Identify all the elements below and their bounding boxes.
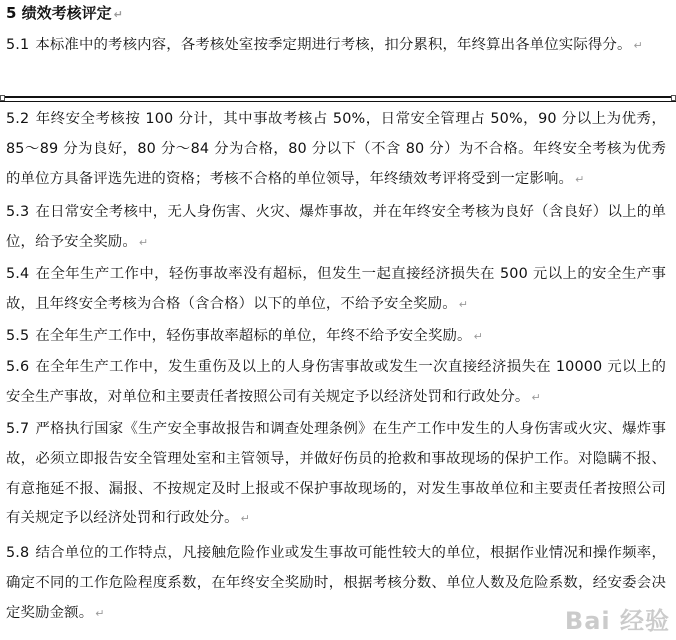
paragraph-mark-icon: ↵ [138,235,149,249]
clause-5-3 [6,198,666,258]
clause-5-1 [6,31,666,61]
clause-5-2 [6,105,666,194]
clause-text: 结合单位的工作特点，凡接触危险作业或发生事故可能性较大的单位，根据作业情况和操作频率，确定不同的工作危险程度系数，在年终安全奖励时，根据考核分数、单位人数及危险系数，经安委会决定奖励金额。 [6,545,666,621]
clause-number: 5.4 [6,266,30,282]
paragraph-mark-icon: ↵ [95,606,105,620]
clause-number: 5.7 [6,421,30,437]
baidu-watermark-logo: Bai 经验 [564,607,670,635]
clause-5-6 [6,353,666,413]
left-resize-handle-icon[interactable] [0,95,5,101]
clause-text: 年终安全考核按 100 分计，其中事故考核占 50%，日常安全管理占 50%，90 分以上为优秀，85～89 分为良好，80 分～84 分为合格，80 分以下（不含 80 分）为不合格。年终安全考核为优秀的单位方具备评选先进的资格；考核不合格的单位领导，年终绩效考评将受到一定影响。 [6,111,666,187]
paragraph-mark-icon: ↵ [473,330,483,343]
section-heading [6,3,123,25]
paragraph-mark-icon: ↵ [240,512,251,526]
clause-text: 严格执行国家《生产安全事故报告和调查处理条例》在生产工作中发生的人身伤害或火灾、爆炸事故，必须立即报告安全管理处室和主管领导，并做好伤员的抢救和事故现场的保护工作。对隐瞒不报、有意拖延不报、漏报、不按规定及时上报或不保护事故现场的，对发生事故单位和主要责任者按照公司有关规定予以经济处罚和行政处分。 [6,421,666,527]
paragraph-mark-icon: ↵ [531,390,541,404]
clause-number: 5.3 [6,204,30,220]
clause-text: 在全年生产工作中，轻伤事故率没有超标，但发生一起直接经济损失在 500 元以上的安全生产事故，且年终安全考核为合格（含合格）以下的单位，不给予安全奖励。 [6,266,666,312]
clause-5-4 [6,260,666,320]
clause-5-5 [6,322,666,352]
clause-number: 5.2 [6,111,30,127]
paragraph-mark-icon: ↵ [458,297,469,311]
clause-text: 在全年生产工作中，发生重伤及以上的人身伤害事故或发生一次直接经济损失在 10000 元以上的安全生产事故，对单位和主要责任者按照公司有关规定予以经济处罚和行政处分。 [6,359,666,405]
clause-number: 5.1 [6,37,30,53]
paragraph-mark-icon: ↵ [575,172,585,186]
clause-text: 在日常安全考核中，无人身伤害、火灾、爆炸事故，并在年终安全考核为良好（含良好）以上的单位，给予安全奖励。 [6,204,666,250]
clause-5-7 [6,415,666,534]
section-heading-text: 5 绩效考核评定 [6,4,112,22]
clause-text: 在全年生产工作中，轻伤事故率超标的单位，年终不给予安全奖励。 [35,328,472,344]
clause-number: 5.8 [6,545,30,561]
paragraph-mark-icon: ↵ [113,8,123,21]
clause-number: 5.6 [6,359,30,375]
clause-number: 5.5 [6,328,30,344]
clause-text: 本标准中的考核内容，各考核处室按季定期进行考核，扣分累积，年终算出各单位实际得分。 [35,37,632,53]
table-border-bottom [0,101,676,102]
table-border-top [0,96,676,98]
paragraph-mark-icon: ↵ [633,39,643,52]
right-resize-handle-icon[interactable] [671,95,676,101]
